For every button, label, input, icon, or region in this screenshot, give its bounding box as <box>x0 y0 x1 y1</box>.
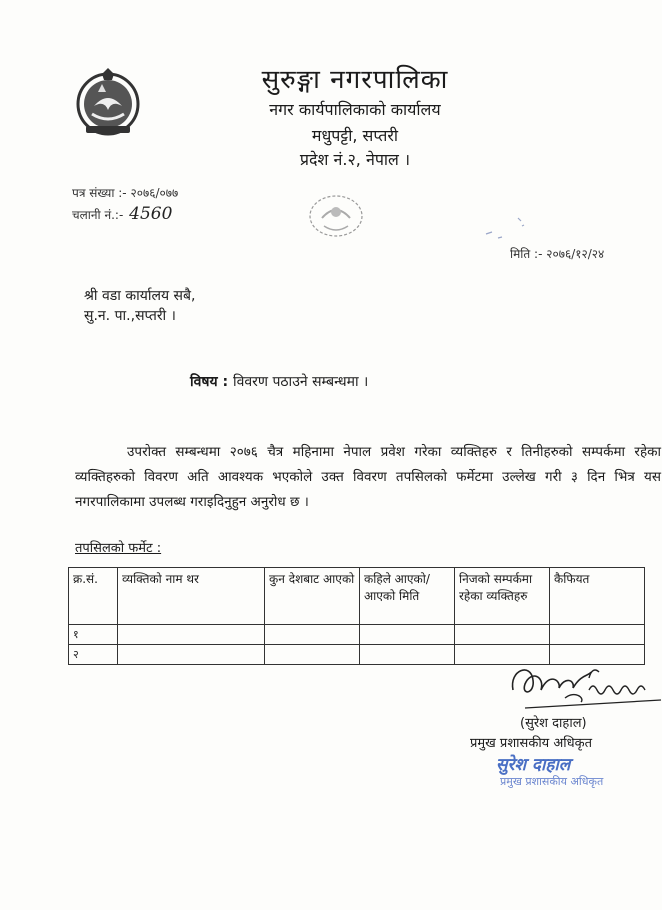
header-contacts: निजको सम्पर्कमा रहेका व्यक्तिहरु <box>455 568 550 625</box>
office-address: मधुपट्टी, सप्तरी <box>311 126 399 145</box>
date-value: २०७६/१२/२४ <box>546 247 605 261</box>
recipient-line-1: श्री वडा कार्यालय सबै, <box>84 288 196 304</box>
header-arrival-date: कहिले आएको/आएको मिति <box>360 568 455 625</box>
province-line: प्रदेश नं.२, नेपाल । <box>299 150 411 169</box>
table-cell: २ <box>69 645 118 665</box>
handwritten-signature-icon <box>505 650 662 720</box>
table-cell <box>360 625 455 645</box>
table-cell <box>455 625 550 645</box>
subject-line <box>190 372 368 391</box>
nepal-emblem-icon <box>72 66 144 138</box>
table-cell <box>265 625 360 645</box>
reference-number <box>72 184 178 201</box>
dispatch-number <box>72 204 172 224</box>
body-text: उपरोक्त सम्बन्धमा २०७६ चैत्र महिनामा नेपाल प्रवेश गरेका व्यक्तिहरु र तिनीहरुको सम्पर्कमा रहेका व्यक्तिहरुको विवरण अति आवश्यक भएकोले उक्त विवरण तपसिलको फर्मेटमा उल्लेख गरी ३ दिन भित्र यस नगरपालिकामा उपलब्ध गराइदिनुहुन अनुरोध छ । <box>75 444 661 510</box>
table-cell <box>550 625 645 645</box>
table-row <box>69 625 645 645</box>
municipality-name: सुरुङ्गा नगरपालिका <box>261 65 449 95</box>
table-header-row <box>69 568 645 625</box>
header-remarks: कैफियत <box>550 568 645 625</box>
table-cell <box>118 645 265 665</box>
signatory-name: (सुरेश दाहाल) <box>520 716 587 731</box>
reference-label: पत्र संख्या :- <box>72 186 127 200</box>
seal-name: सुरेश दाहाल <box>496 755 571 775</box>
office-name: नगर कार्यपालिकाको कार्यालय <box>269 100 441 119</box>
table-cell <box>118 625 265 645</box>
subject-label: विषय : <box>190 374 229 390</box>
reference-value: २०७६/०७७ <box>130 186 179 200</box>
table-cell <box>360 645 455 665</box>
header-name: व्यक्तिको नाम थर <box>118 568 265 625</box>
subject-text: विवरण पठाउने सम्बन्धमा । <box>232 374 369 390</box>
faint-stamp-icon <box>304 192 368 242</box>
signatory-title: प्रमुख प्रशासकीय अधिकृत <box>470 736 593 751</box>
seal-title: प्रमुख प्रशासकीय अधिकृत <box>500 775 604 788</box>
header-serial: क्र.सं. <box>69 568 118 625</box>
body-paragraph <box>75 440 661 515</box>
recipient-line-2: सु.न. पा.,सप्तरी । <box>84 308 176 324</box>
header-country: कुन देशबाट आएको <box>265 568 360 625</box>
table-cell: १ <box>69 625 118 645</box>
table-caption: तपसिलको फर्मेट : <box>75 541 162 556</box>
dispatch-label: चलानी नं.:- <box>72 208 124 222</box>
table-cell <box>265 645 360 665</box>
date-label: मिति :- <box>510 247 543 261</box>
letter-date <box>510 245 604 262</box>
dispatch-value: 4560 <box>129 204 173 224</box>
